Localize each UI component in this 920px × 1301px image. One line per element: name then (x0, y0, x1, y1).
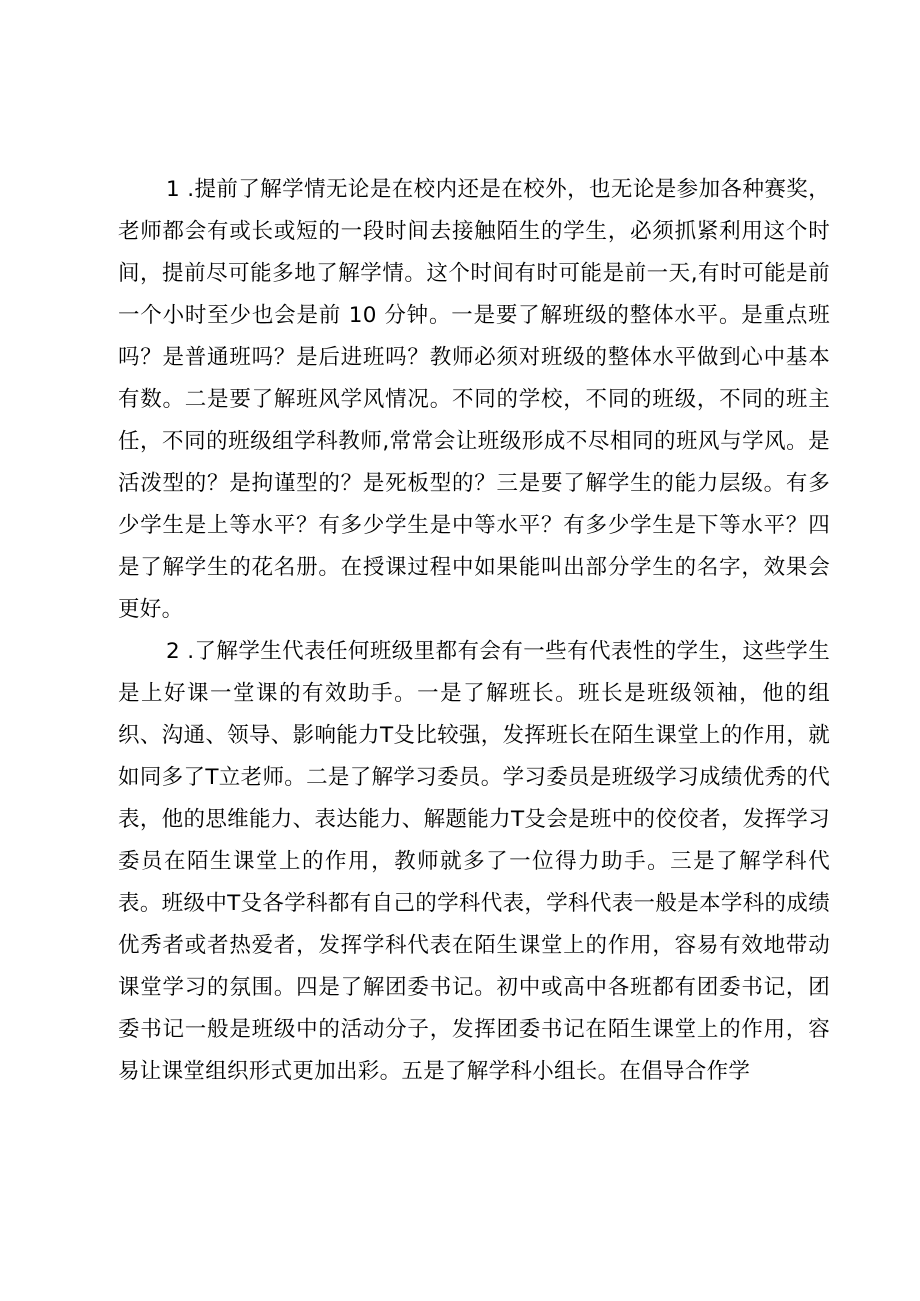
paragraph-1: 1 .提前了解学情无论是在校内还是在校外，也无论是参加各种赛奖，老师都会有或长或短的一段时间去接触陌生的学生，必须抓紧利用这个时间，提前尽可能多地了解学情。这个时间有时可能是前一天,有时可能是前一个小时至少也会是前 10 分钟。一是要了解班级的整体水平。是重点班吗？是普通班吗？是后进班吗？教师必须对班级的整体水平做到心中基本有数。二是要了解班风学风情况。不同的学校，不同的班级，不同的班主任，不同的班级组学科教师,常常会让班级形成不尽相同的班风与学风。是活泼型的？是拘谨型的？是死板型的？三是要了解学生的能力层级。有多少学生是上等水平？有多少学生是中等水平？有多少学生是下等水平？四是了解学生的花名册。在授课过程中如果能叫出部分学生的名字，效果会更好。 (118, 177, 830, 622)
paragraph-2: 2 .了解学生代表任何班级里都有会有一些有代表性的学生，这些学生是上好课一堂课的有效助手。一是了解班长。班长是班级领袖，他的组织、沟通、领导、影响能力T殳比较强，发挥班长在陌生课堂上的作用，就如同多了T立老师。二是了解学习委员。学习委员是班级学习成绩优秀的代表，他的思维能力、表达能力、解题能力T殳会是班中的佼佼者，发挥学习委员在陌生课堂上的作用，教师就多了一位得力助手。三是了解学科代表。班级中T殳各学科都有自己的学科代表，学科代表一般是本学科的成绩优秀者或者热爱者，发挥学科代表在陌生课堂上的作用，容易有效地带动课堂学习的氛围。四是了解团委书记。初中或高中各班都有团委书记，团委书记一般是班级中的活动分子，发挥团委书记在陌生课堂上的作用，容易让课堂组织形式更加出彩。五是了解学科小组长。在倡导合作学 (118, 639, 830, 1084)
document-body (118, 169, 830, 1093)
